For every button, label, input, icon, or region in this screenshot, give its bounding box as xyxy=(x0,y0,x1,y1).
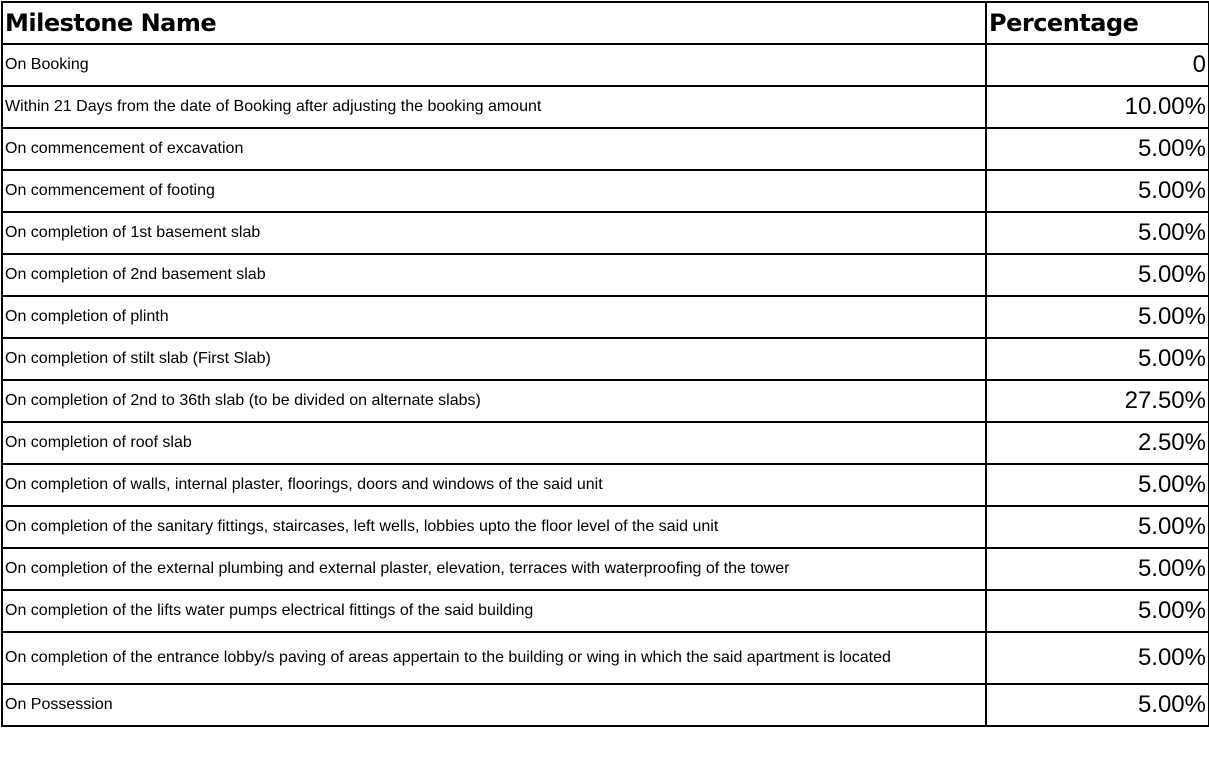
table-row xyxy=(2,338,1209,380)
table-row xyxy=(2,380,1209,422)
percentage-cell: 5.00% xyxy=(986,632,1209,684)
table-row xyxy=(2,254,1209,296)
milestone-cell: On commencement of excavation xyxy=(2,128,986,170)
milestone-cell: On completion of the external plumbing and external plaster, elevation, terraces with waterproofing of the tower xyxy=(2,548,986,590)
milestone-cell: On completion of walls, internal plaster, floorings, doors and windows of the said unit xyxy=(2,464,986,506)
percentage-cell: 5.00% xyxy=(986,296,1209,338)
table-row xyxy=(2,684,1209,726)
milestone-cell: On completion of plinth xyxy=(2,296,986,338)
milestone-cell: On completion of 2nd to 36th slab (to be divided on alternate slabs) xyxy=(2,380,986,422)
table-row xyxy=(2,128,1209,170)
percentage-cell: 5.00% xyxy=(986,590,1209,632)
milestone-cell: On completion of the sanitary fittings, staircases, left wells, lobbies upto the floor level of the said unit xyxy=(2,506,986,548)
table-row xyxy=(2,506,1209,548)
percentage-cell: 5.00% xyxy=(986,464,1209,506)
table-row xyxy=(2,422,1209,464)
table-row xyxy=(2,590,1209,632)
milestone-cell: Within 21 Days from the date of Booking after adjusting the booking amount xyxy=(2,86,986,128)
percentage-cell: 5.00% xyxy=(986,548,1209,590)
percentage-cell: 27.50% xyxy=(986,380,1209,422)
payment-plan-table xyxy=(1,1,1209,727)
table-row xyxy=(2,632,1209,684)
table-header-row xyxy=(2,2,1209,44)
milestone-cell: On Possession xyxy=(2,684,986,726)
percentage-cell: 5.00% xyxy=(986,170,1209,212)
percentage-cell: 2.50% xyxy=(986,422,1209,464)
table-row xyxy=(2,212,1209,254)
table-row xyxy=(2,548,1209,590)
table-row xyxy=(2,464,1209,506)
percentage-header: Percentage xyxy=(986,2,1209,44)
milestone-name-header: Milestone Name xyxy=(2,2,986,44)
milestone-cell: On completion of 2nd basement slab xyxy=(2,254,986,296)
percentage-cell: 5.00% xyxy=(986,506,1209,548)
percentage-cell: 5.00% xyxy=(986,684,1209,726)
table-row xyxy=(2,44,1209,86)
percentage-cell: 5.00% xyxy=(986,128,1209,170)
milestone-cell: On Booking xyxy=(2,44,986,86)
table-row xyxy=(2,86,1209,128)
percentage-cell: 0 xyxy=(986,44,1209,86)
milestone-cell: On completion of roof slab xyxy=(2,422,986,464)
percentage-cell: 5.00% xyxy=(986,338,1209,380)
percentage-cell: 5.00% xyxy=(986,254,1209,296)
milestone-cell: On completion of 1st basement slab xyxy=(2,212,986,254)
milestone-cell: On completion of the lifts water pumps electrical fittings of the said building xyxy=(2,590,986,632)
percentage-cell: 5.00% xyxy=(986,212,1209,254)
table-row xyxy=(2,170,1209,212)
milestone-cell: On commencement of footing xyxy=(2,170,986,212)
milestone-cell: On completion of the entrance lobby/s paving of areas appertain to the building or wing in which the said apartment is located xyxy=(2,632,986,684)
percentage-cell: 10.00% xyxy=(986,86,1209,128)
table-row xyxy=(2,296,1209,338)
milestone-cell: On completion of stilt slab (First Slab) xyxy=(2,338,986,380)
